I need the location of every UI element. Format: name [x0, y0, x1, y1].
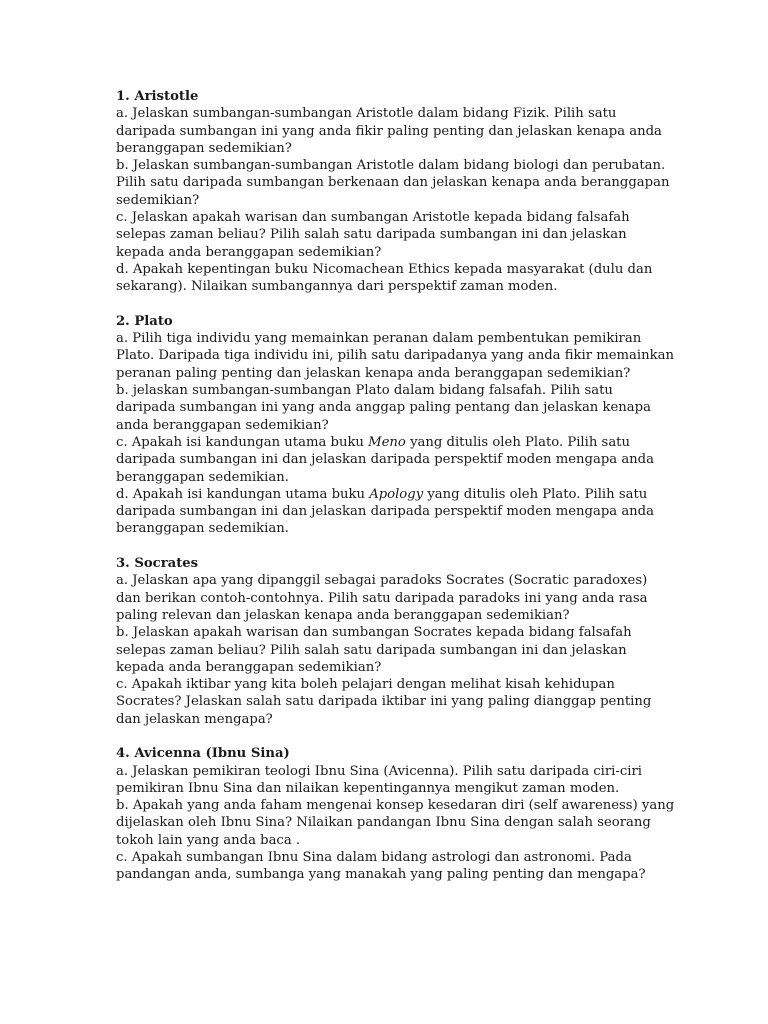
question-item: c. Apakah sumbangan Ibnu Sina dalam bidang astrologi dan astronomi. Pada pandangan anda, sumbanga yang manakah yang paling penting dan mengapa?	[116, 850, 646, 883]
section-plato	[116, 313, 676, 538]
section-heading: 4. Avicenna (Ibnu Sina)	[116, 746, 290, 762]
section-heading: 1. Aristotle	[116, 89, 199, 104]
book-title-apology: Apology	[369, 486, 424, 502]
question-item: a. Jelaskan apa yang dipanggil sebagai paradoks Socrates (Socratic paradoxes) dan berikan contoh-contohnya. Pilih satu daripada paradoks ini yang anda rasa paling relevan dan jelaskan kenapa anda beranggapan sedemikian?	[116, 573, 648, 623]
section-heading: 3. Socrates	[116, 556, 199, 572]
book-title-meno: Meno	[368, 434, 406, 450]
section-avicenna	[116, 745, 676, 883]
question-item: d. Apakah kepentingan buku Nicomachean Ethics kepada masyarakat (dulu dan sekarang). Nilaikan sumbangannya dari perspektif zaman moden.	[116, 261, 653, 295]
question-item: a. Jelaskan pemikiran teologi Ibnu Sina (Avicenna). Pilih satu daripada ciri-ciri pemikiran Ibnu Sina dan nilaikan kepentingannya mengikut zaman moden.	[116, 763, 642, 796]
question-item: b. Jelaskan sumbangan-sumbangan Aristotle dalam bidang biologi dan perubatan. Pilih satu daripada sumbangan berkenaan dan jelaskan kenapa anda beranggapan sedemikian?	[116, 158, 670, 208]
question-item: a. Pilih tiga individu yang memainkan peranan dalam pembentukan pemikiran Plato. Daripada tiga individu ini, pilih satu daripadanya yang anda fikir memainkan peranan paling penting dan jelaskan kenapa anda beranggapan sedemikian?	[116, 331, 674, 381]
question-item: a. Jelaskan sumbangan-sumbangan Aristotle dalam bidang Fizik. Pilih satu daripada sumbangan ini yang anda fikir paling penting dan jelaskan kenapa anda beranggapan sedemikian?	[116, 106, 662, 156]
section-socrates	[116, 555, 676, 728]
question-item: c. Jelaskan apakah warisan dan sumbangan Aristotle kepada bidang falsafah selepas zaman beliau? Pilih salah satu daripada sumbangan ini dan jelaskan kepada anda beranggapan sedemikian?	[116, 210, 630, 260]
question-item: c. Apakah iktibar yang kita boleh pelajari dengan melihat kisah kehidupan Socrates? Jelaskan salah satu daripada iktibar ini yang paling dianggap penting dan jelaskan mengapa?	[116, 677, 652, 727]
question-item: d. Apakah isi kandungan utama buku Apology yang ditulis oleh Plato. Pilih satu daripada sumbangan ini dan jelaskan daripada perspektif moden mengapa anda beranggapan sedemikian.	[116, 486, 654, 537]
section-aristotle	[116, 88, 676, 296]
question-item: c. Apakah isi kandungan utama buku Meno yang ditulis oleh Plato. Pilih satu daripada sumbangan ini dan jelaskan daripada perspektif moden mengapa anda beranggapan sedemikian.	[116, 434, 654, 485]
question-item: b. Jelaskan apakah warisan dan sumbangan Socrates kepada bidang falsafah selepas zaman beliau? Pilih salah satu daripada sumbangan ini dan jelaskan kepada anda beranggapan sedemikian?	[116, 625, 632, 675]
document-page	[116, 88, 676, 901]
question-item: b. jelaskan sumbangan-sumbangan Plato dalam bidang falsafah. Pilih satu daripada sumbangan ini yang anda anggap paling pentang dan jelaskan kenapa anda beranggapan sedemikian?	[116, 383, 651, 433]
question-item: b. Apakah yang anda faham mengenai konsep kesedaran diri (self awareness) yang dijelaskan oleh Ibnu Sina? Nilaikan pandangan Ibnu Sina dengan salah seorang tokoh lain yang anda baca .	[116, 798, 675, 848]
section-heading: 2. Plato	[116, 313, 173, 329]
